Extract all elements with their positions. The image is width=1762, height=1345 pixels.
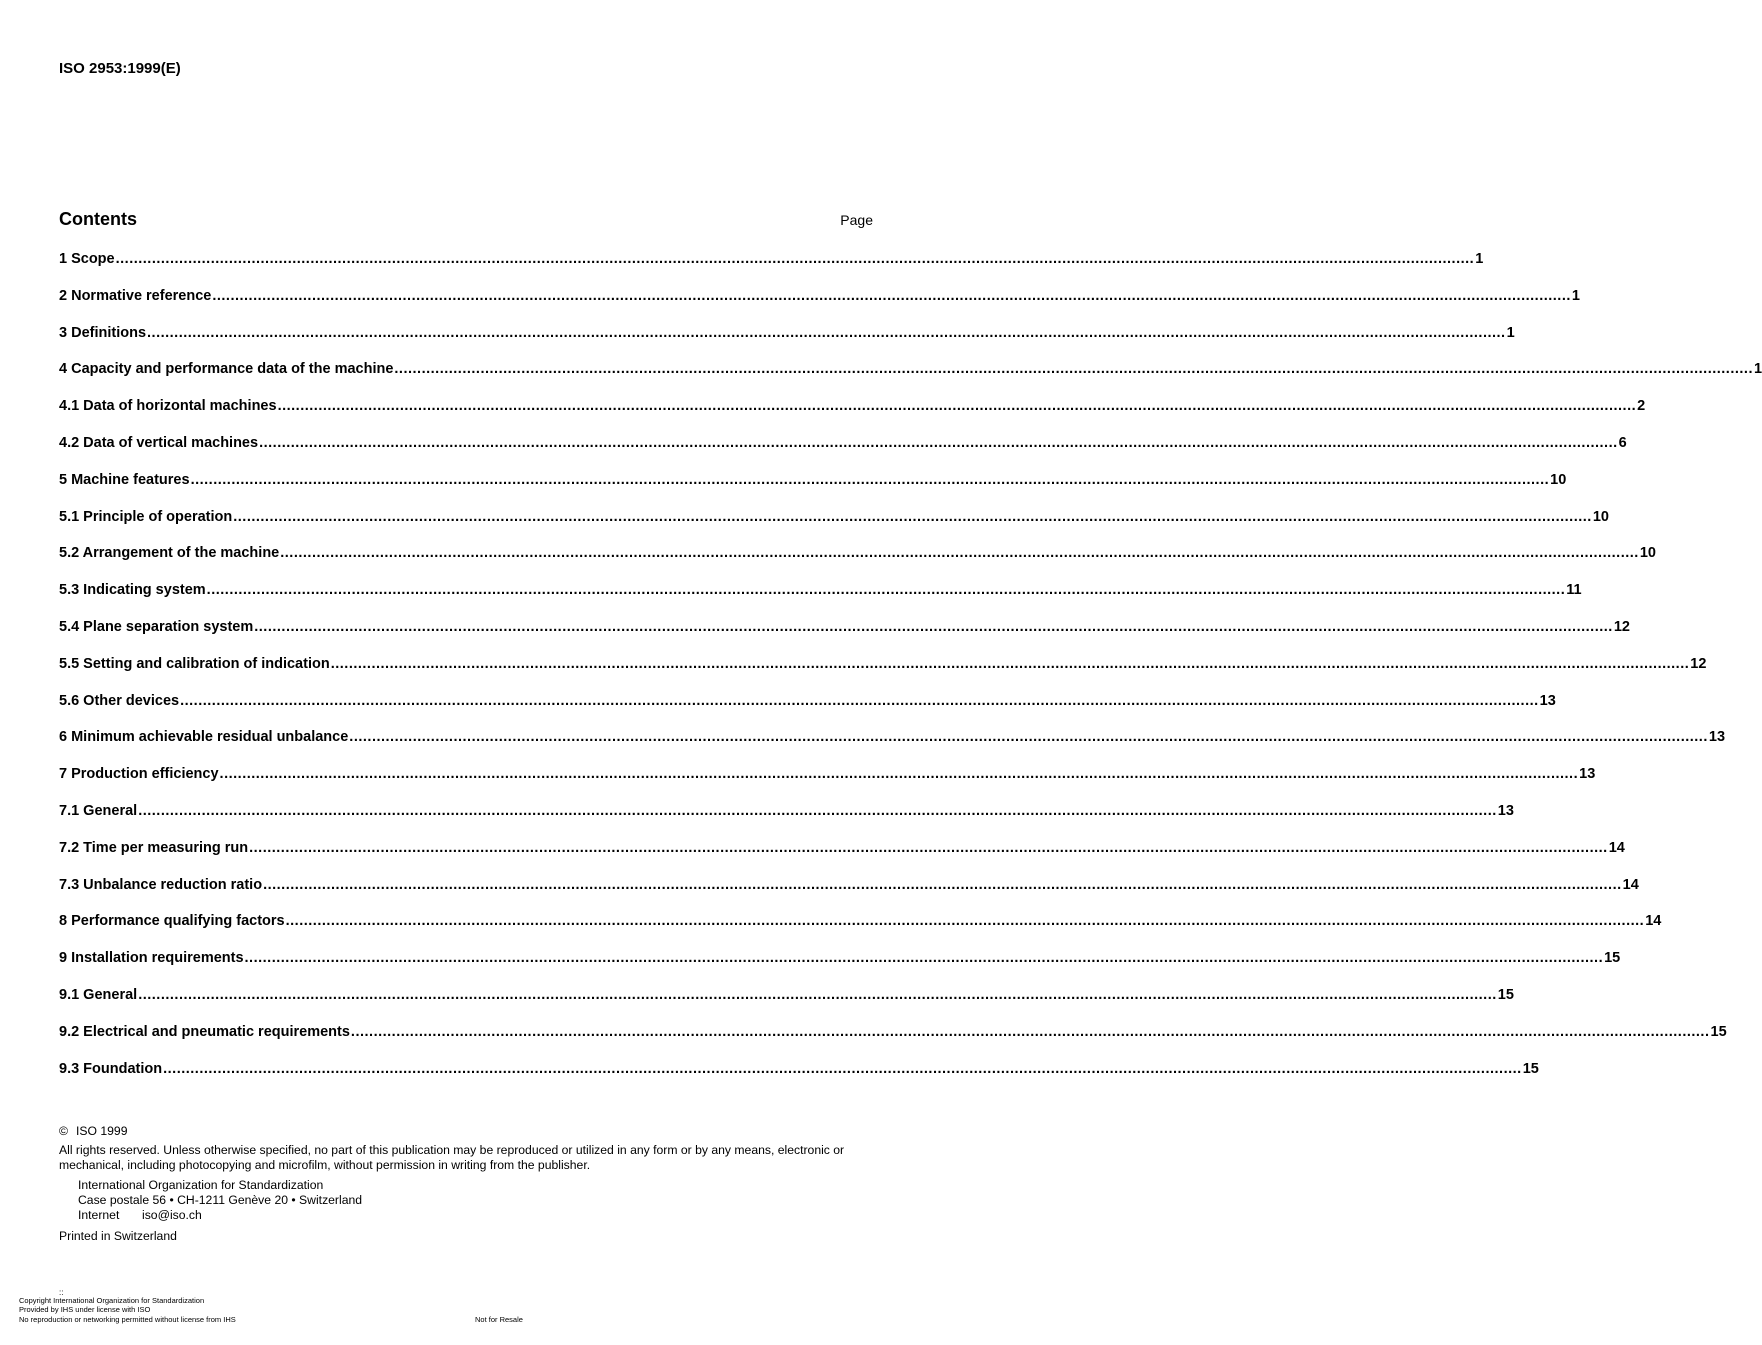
toc-dot-leader: ............................................................................................................................................................................................................................................................................................................ xyxy=(350,1023,1710,1040)
side-watermark-mark xyxy=(893,860,903,960)
toc-dot-leader: ............................................................................................................................................................................................................................................................................................................ xyxy=(138,802,1497,819)
toc-dot-leader: ............................................................................................................................................................................................................................................................................................................ xyxy=(285,913,1645,930)
toc-entry-title: 5.4 Plane separation system xyxy=(59,618,254,635)
toc-entry-page: 14 xyxy=(1608,839,1625,856)
license-footer xyxy=(19,1289,236,1324)
page-column-label: Page xyxy=(840,212,873,228)
toc-dot-leader: ............................................................................................................................................................................................................................................................................................................ xyxy=(349,729,1708,746)
email-link[interactable]: iso@iso.ch xyxy=(142,1208,202,1222)
toc-entry-title: 3 Definitions xyxy=(59,324,147,341)
toc-dot-leader: ............................................................................................................................................................................................................................................................................................................ xyxy=(394,361,1753,378)
toc-entry-title: 9.1 General xyxy=(59,986,138,1003)
toc-entry[interactable] xyxy=(59,361,1762,398)
toc-entry[interactable] xyxy=(59,434,1627,472)
publisher-address xyxy=(78,1178,875,1223)
toc-entry-page: 13 xyxy=(1497,802,1514,819)
copyright-symbol: © xyxy=(59,1124,68,1138)
toc-entry-title: 4.2 Data of vertical machines xyxy=(59,434,259,451)
toc-entry-page: 15 xyxy=(1497,986,1514,1003)
toc-entry[interactable] xyxy=(59,251,1484,288)
toc-entry-title: 5.2 Arrangement of the machine xyxy=(59,545,280,562)
toc-dot-leader: ............................................................................................................................................................................................................................................................................................................ xyxy=(115,251,1475,267)
internet-label: Internet xyxy=(78,1208,120,1222)
toc-dot-leader: ............................................................................................................................................................................................................................................................................................................ xyxy=(280,545,1639,562)
toc-entry[interactable] xyxy=(59,324,1515,362)
toc-dot-leader: ............................................................................................................................................................................................................................................................................................................ xyxy=(190,471,1550,488)
toc-dot-leader: ............................................................................................................................................................................................................................................................................................................ xyxy=(259,434,1618,451)
footer-restriction: No reproduction or networking permitted without license from IHS xyxy=(19,1314,236,1324)
publisher-name: International Organization for Standardization xyxy=(78,1178,324,1192)
toc-dot-leader: ............................................................................................................................................................................................................................................................................................................ xyxy=(163,1060,1522,1077)
toc-entry[interactable] xyxy=(59,913,1662,950)
toc-entry-page: 1 xyxy=(1571,287,1580,304)
rights-statement: All rights reserved. Unless otherwise specified, no part of this publication may be reproduced or utilized in any form or by any means, electronic or mechanical, including photocopying and microfilm, without permission in writing from the publisher. xyxy=(59,1143,845,1172)
toc-dot-leader: ............................................................................................................................................................................................................................................................................................................ xyxy=(330,655,1690,672)
toc-entry-title: 1 Scope xyxy=(59,251,115,267)
toc-entry-page: 15 xyxy=(1710,1023,1727,1040)
toc-entry-page: 15 xyxy=(1604,950,1621,967)
toc-entry[interactable] xyxy=(59,986,1514,1024)
toc-entry-page: 13 xyxy=(1539,692,1556,709)
toc-entry-page: 10 xyxy=(1639,545,1656,562)
toc-entry-page: 13 xyxy=(1708,729,1726,746)
toc-dot-leader: ............................................................................................................................................................................................................................................................................................................ xyxy=(263,876,1622,893)
copyright-year: ISO 1999 xyxy=(75,1124,128,1138)
toc-entry-title: 5.1 Principle of operation xyxy=(59,508,233,525)
toc-entry-title: 2 Normative reference xyxy=(59,287,212,304)
toc-entry-title: 7.3 Unbalance reduction ratio xyxy=(59,876,263,893)
internet-contact xyxy=(78,1208,875,1223)
postal-address: Case postale 56 • CH-1211 Genève 20 • Switzerland xyxy=(78,1193,363,1207)
toc-dot-leader: ............................................................................................................................................................................................................................................................................................................ xyxy=(206,582,1566,599)
toc-entry[interactable] xyxy=(59,582,1582,619)
toc-dot-leader: ............................................................................................................................................................................................................................................................................................................ xyxy=(212,287,1571,304)
toc-entry-page: 15 xyxy=(1522,1060,1539,1077)
toc-entry[interactable] xyxy=(59,1060,1539,1098)
toc-entry[interactable] xyxy=(59,398,1646,435)
toc-entry[interactable] xyxy=(59,471,1567,509)
toc-entry-page: 12 xyxy=(1690,655,1707,672)
toc-entry-page: 14 xyxy=(1645,913,1662,930)
toc-entry[interactable] xyxy=(59,839,1625,877)
contents-heading: Contents xyxy=(59,209,137,229)
toc-entry[interactable] xyxy=(59,876,1639,914)
toc-entry-page: 12 xyxy=(1613,618,1630,635)
toc-entry-page: 1 xyxy=(1506,324,1515,341)
toc-entry[interactable] xyxy=(59,508,1609,546)
toc-entry[interactable] xyxy=(59,287,1580,325)
toc-dot-leader: ............................................................................................................................................................................................................................................................................................................ xyxy=(180,692,1539,709)
toc-dot-leader: ............................................................................................................................................................................................................................................................................................................ xyxy=(254,618,1613,635)
toc-entry[interactable] xyxy=(59,545,1656,582)
toc-entry-title: 5 Machine features xyxy=(59,471,190,488)
toc-entry-page: 11 xyxy=(1566,582,1582,599)
toc-entry-title: 6 Minimum achievable residual unbalance xyxy=(59,729,349,746)
toc-entry-page: 14 xyxy=(1622,876,1639,893)
toc-entry-title: 9.2 Electrical and pneumatic requirements xyxy=(59,1023,350,1040)
toc-entry-title: 9.3 Foundation xyxy=(59,1060,163,1077)
toc-dot-leader: ............................................................................................................................................................................................................................................................................................................ xyxy=(219,766,1579,783)
toc-entry-title: 4.1 Data of horizontal machines xyxy=(59,398,277,415)
toc-entry[interactable] xyxy=(59,1023,1727,1061)
toc-dot-leader: ............................................................................................................................................................................................................................................................................................................ xyxy=(244,950,1604,967)
toc-entry-page: 10 xyxy=(1592,508,1609,525)
toc-entry-title: 7.1 General xyxy=(59,802,138,819)
toc-entry[interactable] xyxy=(59,655,1707,693)
toc-dot-leader: ............................................................................................................................................................................................................................................................................................................ xyxy=(138,986,1497,1003)
toc-entry-title: 5.5 Setting and calibration of indication xyxy=(59,655,330,672)
toc-entry-title: 5.6 Other devices xyxy=(59,692,180,709)
toc-dot-leader: ............................................................................................................................................................................................................................................................................................................ xyxy=(147,324,1506,341)
footer-marks: :: xyxy=(59,1288,64,1297)
toc-entry-page: 1 xyxy=(1475,251,1484,267)
toc-entry[interactable] xyxy=(59,618,1630,656)
toc-entry-title: 9 Installation requirements xyxy=(59,950,244,967)
toc-entry-page: 2 xyxy=(1637,398,1646,415)
toc-entry[interactable] xyxy=(59,729,1726,766)
toc-entry[interactable] xyxy=(59,802,1514,840)
footer-copyright: Copyright International Organization for Standardization xyxy=(19,1296,205,1305)
toc-entry-title: 7.2 Time per measuring run xyxy=(59,839,249,856)
toc-entry[interactable] xyxy=(59,766,1596,803)
toc-entry-title: 7 Production efficiency xyxy=(59,766,219,783)
toc-entry-page: 6 xyxy=(1618,434,1627,451)
toc-dot-leader: ............................................................................................................................................................................................................................................................................................................ xyxy=(249,839,1608,856)
toc-entry[interactable] xyxy=(59,950,1621,987)
toc-dot-leader: ............................................................................................................................................................................................................................................................................................................ xyxy=(277,398,1637,415)
table-of-contents xyxy=(59,251,1762,1097)
toc-entry-page: 10 xyxy=(1550,471,1567,488)
footer-license: Provided by IHS under license with ISO xyxy=(19,1305,151,1315)
toc-entry-page: 1 xyxy=(1753,361,1762,378)
toc-dot-leader: ............................................................................................................................................................................................................................................................................................................ xyxy=(233,508,1592,525)
toc-entry[interactable] xyxy=(59,692,1556,730)
copyright-block xyxy=(59,1124,875,1244)
printed-location: Printed in Switzerland xyxy=(59,1229,177,1243)
toc-entry-title: 4 Capacity and performance data of the machine xyxy=(59,361,394,378)
toc-entry-page: 13 xyxy=(1579,766,1596,783)
document-id: ISO 2953:1999(E) xyxy=(59,60,181,77)
toc-entry-title: 5.3 Indicating system xyxy=(59,582,206,599)
not-for-resale: Not for Resale xyxy=(475,1315,523,1324)
toc-entry-title: 8 Performance qualifying factors xyxy=(59,913,285,930)
